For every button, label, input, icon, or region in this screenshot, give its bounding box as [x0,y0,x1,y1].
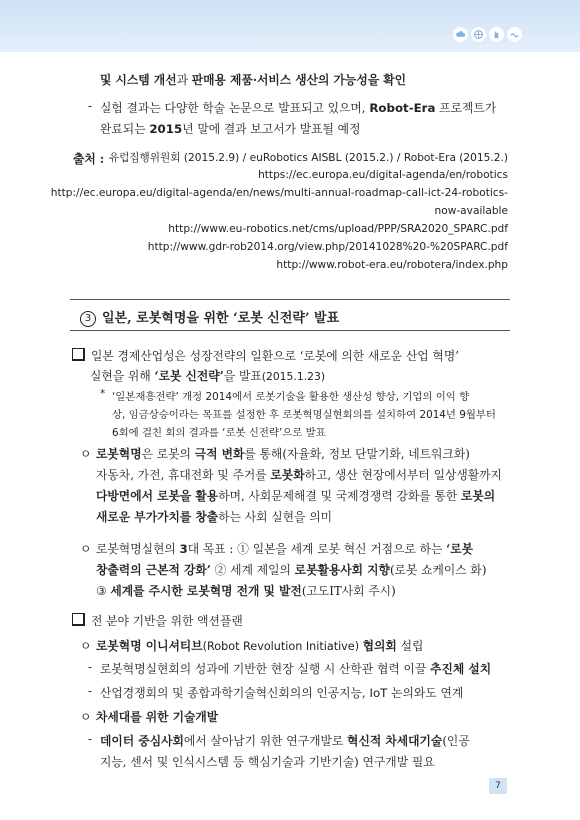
source-label-text: 출처 : [73,152,105,166]
note-line-1: ‘일본재흥전략’ 개정 2014에서 로봇기술을 활용한 생산성 향상, 기업의 이익 향 [112,391,470,403]
bullet-text: 은 로봇의 [141,447,195,461]
bullet-text: 를 통해(자율화, 정보 단말기화, 네트워크화) [244,447,470,461]
bullet-marker: ㅇ [80,447,92,461]
dash-1-line [100,660,491,677]
paragraph-1-line-1 [72,347,459,364]
paragraph-2 [72,612,243,629]
bullet-bold: 로봇활용사회 지향 [294,563,390,577]
source-url[interactable]: http://www.gdr-rob2014.org/view.php/20141028%20-%20SPARC.pdf [147,241,508,253]
bullet-bold: 로봇화 [270,468,305,482]
bullet-bold: ‘로봇 [446,542,474,556]
section-rule-bottom [70,330,510,331]
bullet-text: 자동차, 가전, 휴대전화 및 주거를 [96,468,271,482]
note-line-3: 6회에 걸친 회의 결과를 ‘로봇 신전략’으로 발표 [112,427,326,439]
bullet-bold: 세계를 주시한 로봇혁명 전개 및 발전 [110,584,302,598]
bullet-bold: 로봇혁명 이니셔티브 [96,639,203,653]
wave-icon [507,27,522,42]
intro-bold: 판매용 제품·서비스 생산의 가능성 [191,73,368,87]
dash-bold: 혁신적 차세대기술 [347,734,443,748]
dash-text: 에서 살아남기 위한 연구개발로 [183,734,348,748]
bullet-text: 대 목표 : ① 일본을 세계 로봇 혁신 거점으로 하는 [187,542,447,556]
section-heading [80,307,339,327]
bullet-bold: 협의회 [362,639,397,653]
bullet-3-line [96,637,423,654]
cloud-icon [453,27,468,42]
dash-3-line-2: 지능, 센서 및 인식시스템 등 핵심기술과 기반기술) 연구개발 필요 [100,755,435,769]
bullet-2-line-1 [96,540,473,557]
intro-line-1 [100,71,406,88]
paragraph-text: 실현을 위해 [90,369,155,383]
intro-line-3 [100,120,360,137]
source-url[interactable]: now-available [434,205,508,217]
dash-text: 산업경쟁회의 및 종합과학기술혁신회의의 인공지능, [100,686,370,700]
intro-text: 년 말에 결과 보고서가 발표될 예정 [182,122,361,136]
note-line-2: 상, 임금상승이라는 목표를 설정한 후 로봇혁명실현회의를 설치하여 2014년 9월부터 [112,409,496,421]
header-icon-group [453,27,522,42]
bullet-bold: 차세대를 위한 기술개발 [96,710,219,724]
dash-text: (인공 [442,734,470,748]
bullet-text: ③ [96,584,111,598]
dash-bold: 데이터 중심사회 [100,734,184,748]
bullet-text: 하며, 사회문제해결 및 국제경쟁력 강화를 통한 [218,489,461,503]
bullet-bold: 새로운 부가가치를 창출 [96,510,219,524]
paragraph-bold: ‘로봇 신전략’ [154,369,224,383]
source-url[interactable]: http://ec.europa.eu/digital-agenda/en/news/multi-annual-roadmap-call-ict-24-robotics- [50,187,508,199]
bullet-bold: 3 [179,542,188,556]
bullet-bold: 로봇혁명 [96,447,142,461]
bullet-text: (고도IT사회 주시) [301,584,396,598]
bullet-bold: 창출력의 근본적 강화’ [96,563,211,577]
bullet-1-line-1 [96,445,470,462]
checkbox-square-icon [72,613,85,626]
bullet-marker: ㅇ [80,639,92,653]
intro-text: 과 [176,73,188,87]
paragraph-text: 일본 경제산업성은 성장전략의 일환으로 ‘로봇에 의한 새로운 산업 혁명’ [91,349,459,363]
intro-text: 실험 결과는 다양한 학술 논문으로 발표되고 있으며, [100,101,370,115]
source-url[interactable]: https://ec.europa.eu/digital-agenda/en/robotics [258,169,508,181]
intro-text: 프로젝트가 [435,101,497,115]
note-star: * [100,388,106,400]
dash-marker: - [88,732,92,746]
section-title: 일본, 로봇혁명을 위한 ‘로봇 신전략’ 발표 [102,311,340,326]
paragraph-1-line-2 [90,367,325,384]
dash-bold: 추진체 설치 [430,662,492,676]
intro-line-2 [100,99,496,116]
intro-bold: Robot-Era [369,101,436,115]
bullet-text: (Robot Revolution Initiative) [202,640,363,653]
hand-icon [489,27,504,42]
dash-3-line-1 [100,732,470,749]
intro-bold: 및 시스템 개선 [100,73,177,87]
bullet-1-line-2 [96,466,502,483]
dash-text: IoT [369,686,388,700]
paragraph-text: 전 분야 기반을 위한 액션플랜 [91,614,243,628]
bullet-1-line-4 [96,508,332,525]
bullet-bold: 극적 변화 [194,447,245,461]
dash-text: 로봇혁명실현회의 성과에 기반한 현장 실행 시 산학관 협력 이끌 [100,662,431,676]
section-number: 3 [80,311,96,327]
section-rule-top [70,299,510,300]
intro-bold: 2015 [149,122,183,136]
checkbox-square-icon [72,348,85,361]
bullet-text: 하고, 생산 현장에서부터 일상생활까지 [304,468,502,482]
source-label [73,150,104,167]
header-band [0,0,580,52]
bullet-marker: ㅇ [80,710,92,724]
intro-dash: - [88,99,92,113]
bullet-2-line-2 [96,561,486,578]
bullet-2-line-3 [96,582,396,599]
bullet-bold: 로봇의 [460,489,496,503]
paragraph-date: (2015.1.23) [261,370,326,383]
page-number: 7 [489,778,507,794]
bullet-4-line [96,708,218,725]
bullet-marker: ㅇ [80,542,92,556]
dash-text: 논의와도 연계 [387,686,464,700]
intro-text: 완료되는 [100,122,150,136]
dash-marker: - [88,660,92,674]
bullet-text: 설립 [396,639,424,653]
bullet-text: 하는 사회 실현을 의미 [218,510,332,524]
bullet-text: ② 세계 제일의 [210,563,295,577]
source-url[interactable]: http://www.robot-era.eu/robotera/index.php [276,259,508,271]
bullet-1-line-3 [96,487,495,504]
intro-bold: 을 확인 [367,73,407,87]
dash-2-line [100,684,463,701]
dash-marker: - [88,684,92,698]
source-url[interactable]: http://www.eu-robotics.net/cms/upload/PPP/SRA2020_SPARC.pdf [168,223,508,235]
paragraph-text: 을 발표 [223,369,262,383]
source-citation: 유럽집행위원회 (2015.2.9) / euRobotics AISBL (2015.2.) / Robot-Era (2015.2.) [108,152,508,164]
bullet-bold: 다방면에서 로봇을 활용 [96,489,219,503]
bullet-text: 로봇혁명실현의 [96,542,180,556]
globe-icon [471,27,486,42]
bullet-text: (로봇 쇼케이스 화) [389,563,487,577]
